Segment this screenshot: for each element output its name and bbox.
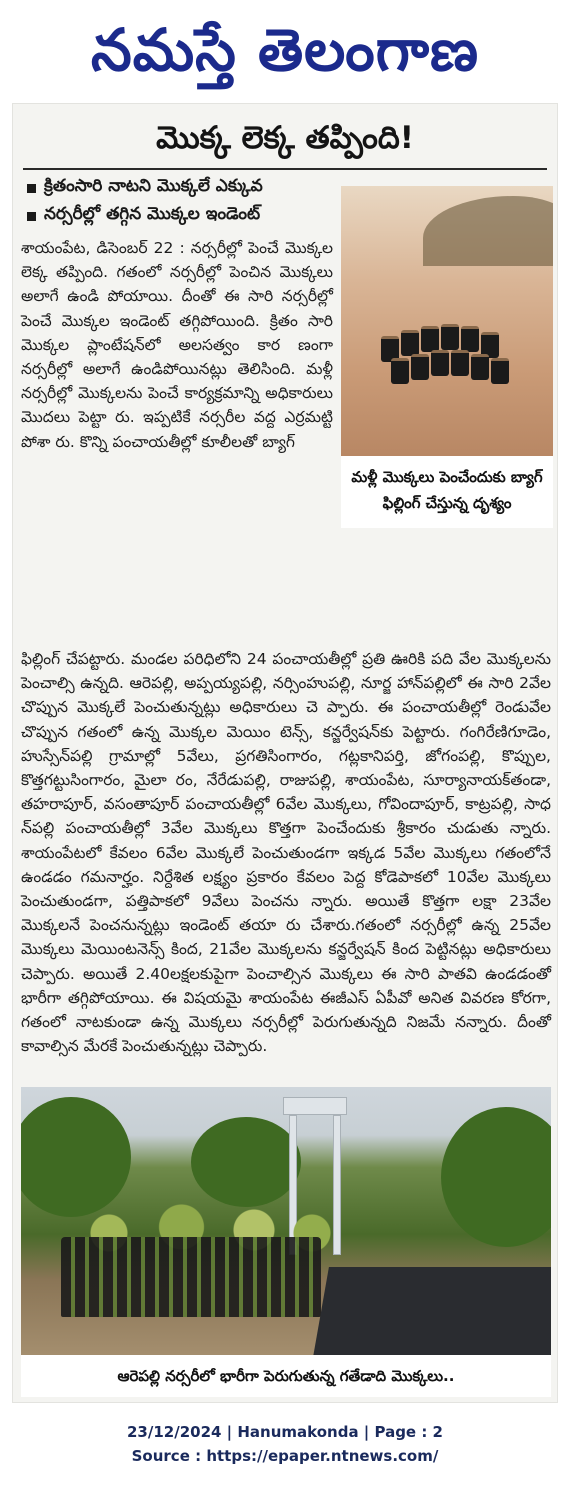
article-body-part1: శాయంపేట, డిసెంబర్ 22 : నర్సరీల్లో పెంచే మొక్కల లెక్క తప్పింది. గతంలో నర్సరీల్లో పెంచిన మొక్కలు అలాగే ఉండి పోయాయి. దీంతో ఈ సారి నర్సరీల్లో పెంచే మొక్కల ఇండెంట్ తగ్గిపోయింది. క్రితం సారి మొక్కల ప్లాంటేషన్‌లో అలసత్వం కార ణంగా నర్సరీల్లో అలాగే ఉండిపోయినట్లు తెలిసింది. మళ్లీ నర్సరీల్లో మొక్కలను పెంచే కార్యక్రమాన్ని అధికారులు మొదలు పెట్టా రు. ఇప్పటికే నర్సరీల వద్ద ఎర్రమట్టి పోశా రు. కొన్ని పంచాయతీల్లో కూలీలతో బ్యాగ్: [21, 239, 333, 451]
page-footer: [0, 1420, 570, 1468]
masthead-logo: నమస్తే తెలంగాణ: [91, 16, 479, 84]
edition-line: 23/12/2024 | Hanumakonda | Page : 2: [126, 1423, 443, 1441]
photo-nursery: [21, 1087, 551, 1355]
photo2-caption: ఆరెపల్లి నర్సరీలో భారీగా పెరుగుతున్న గతేడాది మొక్కలు..: [21, 1355, 551, 1397]
subheading-text: నర్సరీల్లో తగ్గిన మొక్కల ఇండెంట్: [44, 204, 261, 224]
masthead: [0, 0, 570, 100]
article-clipping: [12, 103, 558, 1403]
photo-tree: [441, 1107, 551, 1247]
article-headline: మొక్క లెక్క తప్పింది!: [156, 120, 414, 156]
photo-soil-mound: [423, 196, 553, 266]
headline-divider: [23, 168, 547, 170]
subheading-text: క్రితంసారి నాటని మొక్కలే ఎక్కువ: [44, 176, 263, 196]
bullet-icon: [27, 184, 36, 193]
subheading-2: [27, 204, 260, 228]
subheading-1: [27, 176, 263, 200]
photo-tree: [191, 1117, 301, 1207]
source-line: Source : https://epaper.ntnews.com/: [131, 1447, 439, 1465]
photo-tarp: [313, 1267, 551, 1355]
photo-sapling-bags: [61, 1237, 321, 1317]
article-body-part2: ఫిల్లింగ్ చేపట్టారు. మండల పరిధిలోని 24 పంచాయతీల్లో ప్రతి ఊరికి పది వేల మొక్కలను పెంచాల్సి ఉన్నది. ఆరెపల్లి, అప్పయ్యపల్లి, నర్సింహుపల్లి, నూర్జ హాన్‌పల్లిలో ఈ సారి 2వేల చొప్పున మొక్కలే పెంచుతున్నట్లు అధికారులు చె ప్పారు. ఈ పంచాయతీల్లో రెండువేల చొప్పున గతంలో ఉన్న మొక్కల మెయిం టెన్స్, కన్జర్వేషన్‌కు పెట్టారు. గంగిరేణిగూడెం, హుస్సేన్‌పల్లి గ్రామాల్లో 5వేలు, ప్రగతిసింగారం, గట్లకానిపర్తి, జోగంపల్లి, కొప్పుల, కొత్తగట్టుసింగారం, మైలా రం, నేరేడుపల్లి, రాజుపల్లి, శాయంపేట, సూర్యానాయక్‌తండా, తహరాపూర్, వసంతాపూర్ పంచాయతీల్లో 6వేల మొక్కలు, గోవిందాపూర్, కాట్రపల్లి, సాధ న్‌పల్లి పంచాయతీల్లో 3వేల మొక్కలు కొత్తగా పెంచేందుకు శ్రీకారం చుడుతు న్నారు. శాయంపేటలో కేవలం 6వేల మొక్కలే పెంచుతుండగా ఇక్కడ 5వేల మొక్కలు గతంలోనే ఉండడం గమనార్హం. నిర్దేశిత లక్ష్యం ప్రకారం కేవలం పెద్ద కోడెపాకలో 10వేల మొక్కలు పెంచుతుండగా, పత్తిపాకలో 9వేలు పెంచను న్నారు. అయితే కొత్తగా లక్షా 23వేల మొక్కలనే పెంచనున్నట్లు ఇండెంట్ తయా రు చేశారు.గతంలో నర్సరీల్లో ఉన్న 25వేల మొక్కలు మెయింటనెన్స్ కింద, 21వేల మొక్కలను కన్జర్వేషన్ కింద పెట్టినట్లు అధికారులు చెప్పారు. అయితే 2.40లక్షలకుపైగా పెంచాల్సిన మొక్కలు ఈ సారి పాతవి ఉండడంతో భారీగా తగ్గిపోయాయి. ఈ విషయమై శాయంపేట ఈజీఎస్ ఏపీవో అనిత వివరణ కోరగా, గతంలో నాటకుండా ఉన్న మొక్కలు నర్సరీల్లో పెరుగుతున్నది నిజమే నన్నారు. దీంతో కావాల్సిన మేరకే పెంచుతున్నట్లు చెప్పారు.: [21, 650, 551, 1056]
photo-water-tank: [283, 1097, 347, 1115]
photo-bag-filling: [341, 186, 553, 456]
photo1-caption: మళ్లీ మొక్కలు పెంచేందుకు బ్యాగ్ ఫిల్లింగ్ చేస్తున్న దృశ్యం: [341, 456, 553, 528]
photo-nursery-bags: [381, 316, 521, 386]
bullet-icon: [27, 212, 36, 221]
